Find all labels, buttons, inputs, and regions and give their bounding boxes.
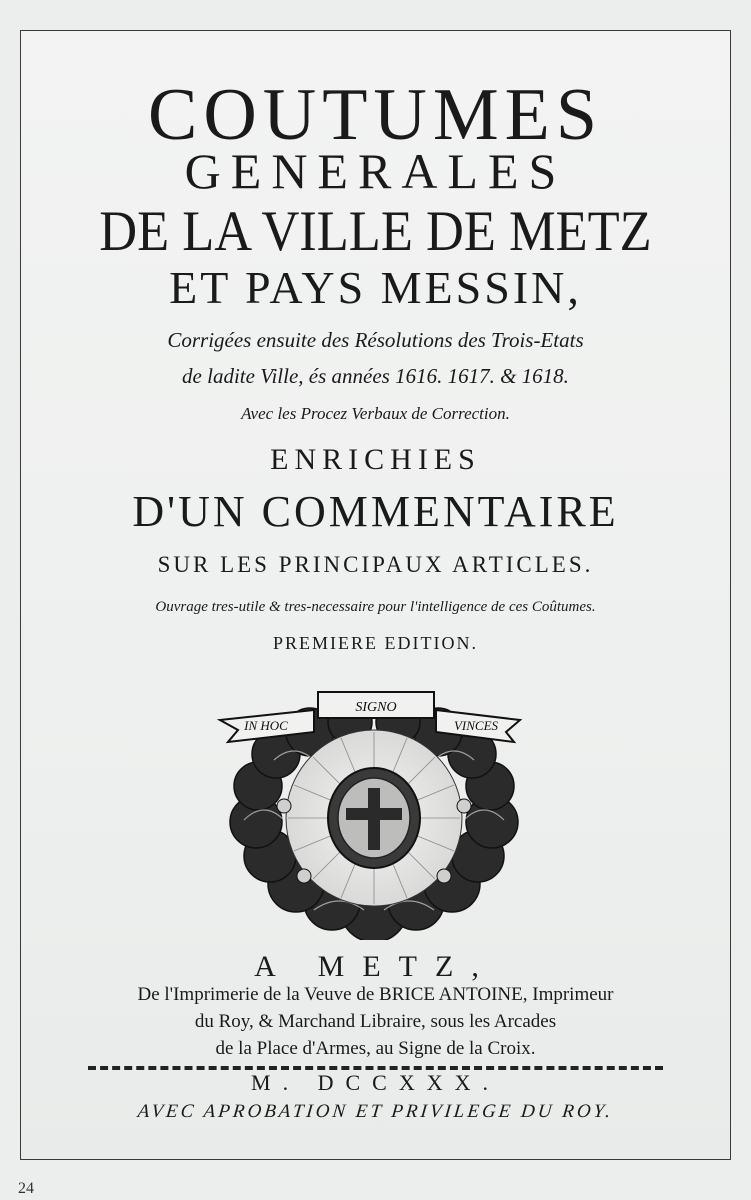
title-line-3: DE LA VILLE DE METZ — [99, 200, 652, 263]
privilege-line: AVEC APROBATION ET PRIVILEGE DU ROY. — [136, 1101, 615, 1122]
enrichment-line-2: D'UN COMMENTAIRE — [132, 487, 619, 536]
subtitle-line-2: de ladite Ville, és années 1616. 1617. & 1618. — [182, 364, 569, 388]
imprint-city: A METZ, — [254, 950, 497, 983]
edition-label: PREMIERE EDITION. — [273, 633, 478, 653]
page-number: 24 — [18, 1180, 34, 1197]
imprint-line-1: De l'Imprimerie de la Veuve de BRICE ANTOINE, Imprimeur — [137, 984, 614, 1005]
motto-left: IN HOC — [244, 718, 288, 733]
subtitle-line-1: Corrigées ensuite des Résolutions des Trois-Etats — [167, 328, 584, 352]
enrichment-line-4: Ouvrage tres-utile & tres-necessaire pour l'intelligence de ces Coûtumes. — [155, 599, 596, 615]
title-line-2: GENERALES — [184, 143, 567, 199]
enrichment-line-1: ENRICHIES — [270, 443, 481, 476]
motto-right: VINCES — [453, 718, 499, 733]
imprint-line-3: de la Place d'Armes, au Signe de la Croix. — [215, 1038, 536, 1059]
title-line-1: COUTUMES — [147, 74, 604, 156]
motto-center: SIGNO — [355, 700, 397, 715]
title-line-4: ET PAYS MESSIN, — [169, 262, 582, 313]
printer-seal-emblem — [214, 680, 534, 940]
imprint-line-2: du Roy, & Marchand Libraire, sous les Arcades — [194, 1011, 557, 1032]
imprint-year: M. DCCXXX. — [251, 1070, 500, 1095]
enrichment-line-3: SUR LES PRINCIPAUX ARTICLES. — [157, 552, 594, 577]
subtitle-line-3: Avec les Procez Verbaux de Correction. — [241, 404, 510, 423]
